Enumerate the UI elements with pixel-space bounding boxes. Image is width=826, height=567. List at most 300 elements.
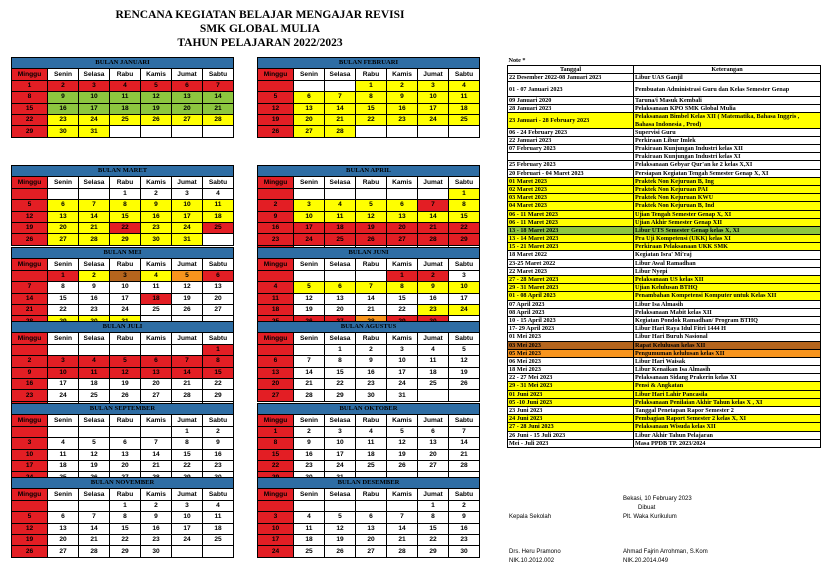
month-title: BULAN AGUSTUS	[258, 322, 480, 333]
note-date: 22 Desember 2022-08 Januari 2023	[508, 73, 634, 81]
calendar-day: 21	[79, 534, 110, 545]
calendar-day: 24	[258, 546, 294, 557]
calendar-day: 7	[356, 282, 387, 293]
calendar-day	[110, 126, 141, 137]
calendar-day: 19	[12, 534, 48, 545]
weekday-header: Selasa	[79, 69, 110, 80]
calendar-day	[203, 126, 234, 137]
calendar-day: 10	[172, 512, 203, 523]
calendar-day: 5	[356, 200, 387, 211]
calendar-day: 11	[356, 438, 387, 449]
calendar-day: 22	[325, 378, 356, 389]
note-row	[508, 128, 821, 136]
note-date: 02 Maret 2023	[508, 185, 634, 193]
calendar-day	[48, 188, 79, 199]
calendar-day: 5	[12, 200, 48, 211]
note-row	[508, 366, 821, 374]
calendar-day: 23	[48, 114, 79, 125]
calendar-day	[110, 344, 141, 355]
calendar-day: 6	[258, 356, 294, 367]
note-desc: Praktek Non Kejuruan PAI	[634, 185, 821, 193]
calendar-day	[294, 270, 325, 281]
weekday-header: Selasa	[325, 177, 356, 188]
calendar-day: 7	[449, 426, 480, 437]
calendar-day	[418, 126, 449, 137]
calendar-day: 14	[141, 449, 172, 460]
calendar-day: 19	[110, 378, 141, 389]
note-date: 06 - 24 February 2023	[508, 128, 634, 136]
calendar-day: 12	[294, 293, 325, 304]
calendar-day: 6	[294, 92, 325, 103]
weekday-header: Rabu	[110, 489, 141, 500]
calendar-day: 8	[12, 92, 48, 103]
calendar-day: 13	[141, 367, 172, 378]
calendar-feb	[257, 57, 480, 138]
calendar-day: 14	[79, 211, 110, 222]
calendar-day: 25	[356, 460, 387, 471]
calendar-day: 20	[294, 114, 325, 125]
calendar-day: 8	[172, 438, 203, 449]
calendar-day: 28	[203, 114, 234, 125]
calendar-day: 19	[172, 293, 203, 304]
calendar-day: 20	[203, 293, 234, 304]
calendar-day	[325, 270, 356, 281]
note-desc: Libur Hari Lahir Pancasila	[634, 390, 821, 398]
calendar-day: 28	[387, 546, 418, 557]
weekday-header: Kamis	[141, 69, 172, 80]
calendar-day: 13	[203, 282, 234, 293]
weekday-header: Kamis	[387, 69, 418, 80]
calendar-day: 26	[387, 460, 418, 471]
note-desc: Libur Hari Raya Idul Fitri 1444 H	[634, 325, 821, 333]
note-row	[508, 276, 821, 284]
calendar-day: 4	[110, 80, 141, 91]
calendar-day	[48, 344, 79, 355]
calendar-day	[449, 126, 480, 137]
calendar-day	[79, 500, 110, 511]
calendar-day	[12, 426, 48, 437]
note-desc: Persiapan Kegiatan Tengah Semester Genap X, XI	[634, 169, 821, 177]
calendar-day: 18	[48, 460, 79, 471]
calendar-day: 19	[387, 449, 418, 460]
calendar-day: 9	[418, 282, 449, 293]
month-title: BULAN MARET	[12, 166, 234, 177]
weekday-header: Minggu	[258, 259, 294, 270]
note-date: 06 Mei 2023	[508, 357, 634, 365]
weekday-header: Selasa	[79, 333, 110, 344]
calendar-apr	[257, 165, 480, 257]
calendar-day: 23	[418, 304, 449, 315]
calendar-day	[12, 188, 48, 199]
note-desc: Ujian Akhir Semester Genap XII	[634, 218, 821, 226]
calendar-day: 29	[325, 390, 356, 401]
weekday-header: Rabu	[356, 259, 387, 270]
calendar-day: 10	[449, 282, 480, 293]
note-date: 29 - 31 Maret 2023	[508, 284, 634, 292]
calendar-jan	[11, 57, 234, 138]
calendar-day: 19	[449, 367, 480, 378]
note-row	[508, 169, 821, 177]
calendar-day: 16	[387, 103, 418, 114]
calendar-day: 19	[294, 304, 325, 315]
calendar-day: 15	[110, 211, 141, 222]
note-desc: Libur Hari Waisak	[634, 357, 821, 365]
calendar-day: 26	[12, 234, 48, 245]
calendar-day: 26	[449, 378, 480, 389]
calendar-day: 19	[356, 222, 387, 233]
note-date: 28 Januari 2023	[508, 105, 634, 113]
calendar-day: 9	[141, 512, 172, 523]
calendar-day: 16	[258, 222, 294, 233]
calendar-day: 9	[203, 438, 234, 449]
calendar-day	[12, 270, 48, 281]
note-date: 01 Juni 2023	[508, 390, 634, 398]
weekday-header: Senin	[48, 177, 79, 188]
calendar-day: 23	[141, 534, 172, 545]
calendar-day: 28	[294, 390, 325, 401]
calendar-day	[172, 126, 203, 137]
note-desc: Pembuatan Administrasi Guru dan Kelas Semester Genap	[634, 82, 821, 97]
calendar-day: 12	[141, 92, 172, 103]
calendar-day: 30	[141, 546, 172, 557]
weekday-header: Kamis	[387, 259, 418, 270]
calendar-day: 15	[172, 449, 203, 460]
calendar-day: 28	[325, 126, 356, 137]
calendar-day: 20	[110, 460, 141, 471]
calendar-day	[79, 188, 110, 199]
note-desc: Kegiatan Pondok Ramadhan/ Program BTHQ	[634, 316, 821, 324]
calendar-day: 28	[172, 390, 203, 401]
weekday-header: Senin	[48, 415, 79, 426]
calendar-day: 28	[79, 234, 110, 245]
calendar-day: 3	[48, 356, 79, 367]
calendar-day: 14	[294, 367, 325, 378]
note-date: 06 - 11 Maret 2023	[508, 218, 634, 226]
calendar-day: 22	[387, 304, 418, 315]
weekday-header: Jumat	[172, 259, 203, 270]
month-title: BULAN OKTOBER	[258, 404, 480, 415]
weekday-header: Kamis	[141, 489, 172, 500]
weekday-header: Kamis	[387, 177, 418, 188]
calendar-day	[79, 426, 110, 437]
calendar-day: 29	[110, 234, 141, 245]
calendar-day: 2	[294, 426, 325, 437]
note-date: 06 - 11 Maret 2023	[508, 210, 634, 218]
calendar-day	[294, 80, 325, 91]
calendar-day: 18	[449, 103, 480, 114]
calendar-day: 7	[325, 92, 356, 103]
weekday-header: Sabtu	[203, 415, 234, 426]
note-date: 01 - 07 Januari 2023	[508, 82, 634, 97]
calendar-day: 23	[141, 222, 172, 233]
note-row	[508, 415, 821, 423]
calendar-day: 2	[203, 426, 234, 437]
calendar-day: 14	[12, 293, 48, 304]
note-date: 18 Maret 2022	[508, 251, 634, 259]
calendar-day: 10	[172, 200, 203, 211]
calendar-day: 16	[356, 367, 387, 378]
calendar-day: 22	[203, 378, 234, 389]
note-row	[508, 423, 821, 431]
calendar-day: 20	[356, 534, 387, 545]
calendar-day: 23	[258, 234, 294, 245]
note-date: 07 April 2023	[508, 300, 634, 308]
calendar-day: 24	[110, 304, 141, 315]
note-desc: Taruna/i Masuk Kembali	[634, 97, 821, 105]
calendar-day: 30	[141, 234, 172, 245]
calendar-day: 11	[418, 356, 449, 367]
calendar-day: 19	[325, 534, 356, 545]
calendar-day: 3	[12, 438, 48, 449]
calendar-day: 23	[294, 460, 325, 471]
calendar-day: 6	[203, 270, 234, 281]
note-desc: Perkiraan Pelaksanaan UKK SMK	[634, 243, 821, 251]
calendar-day: 11	[325, 211, 356, 222]
weekday-header: Sabtu	[449, 69, 480, 80]
note-row	[508, 398, 821, 406]
calendar-day: 27	[387, 234, 418, 245]
note-date: 01 - 08 April 2023	[508, 292, 634, 300]
weekday-header: Minggu	[12, 259, 48, 270]
calendar-day: 13	[48, 523, 79, 534]
weekday-header: Jumat	[418, 415, 449, 426]
calendar-day: 27	[258, 390, 294, 401]
note-desc: Ujian Kelulusan BTHQ	[634, 284, 821, 292]
title-line-2: SMK GLOBAL MULIA	[199, 23, 321, 35]
calendar-day: 3	[387, 344, 418, 355]
month-title: BULAN MEI	[12, 248, 234, 259]
calendar-day: 22	[12, 114, 48, 125]
month-title: BULAN NOVEMBER	[12, 478, 234, 489]
calendar-day: 26	[172, 304, 203, 315]
note-desc: Perkiraan Libur Imlek	[634, 136, 821, 144]
calendar-day: 23	[203, 460, 234, 471]
notes-col-desc: Keterangan	[634, 65, 821, 73]
note-date: 23-25 Maret 2022	[508, 259, 634, 267]
calendar-day: 15	[12, 103, 48, 114]
calendar-day: 12	[258, 103, 294, 114]
calendar-day: 2	[141, 500, 172, 511]
calendar-day: 12	[449, 356, 480, 367]
month-title: BULAN DESEMBER	[258, 478, 480, 489]
calendar-day: 8	[356, 92, 387, 103]
note-row	[508, 194, 821, 202]
calendar-day: 23	[449, 534, 480, 545]
notes-label: Note *	[508, 57, 526, 65]
calendar-day: 9	[141, 200, 172, 211]
calendar-day: 26	[12, 546, 48, 557]
weekday-header: Kamis	[141, 177, 172, 188]
calendar-day: 9	[294, 438, 325, 449]
calendar-day: 2	[258, 200, 294, 211]
calendar-day: 1	[203, 344, 234, 355]
calendar-day: 5	[79, 438, 110, 449]
calendar-day: 6	[110, 438, 141, 449]
note-desc: Pelaksanaan Penilaian Akhir Tahun kelas X , XI	[634, 398, 821, 406]
calendar-day	[356, 500, 387, 511]
note-desc: Kegiatan Isra' Mi'raj	[634, 251, 821, 259]
note-date: 05 -10 Juni 2023	[508, 398, 634, 406]
calendar-day: 19	[79, 460, 110, 471]
weekday-header: Senin	[48, 69, 79, 80]
note-row	[508, 292, 821, 300]
calendar-day: 11	[110, 92, 141, 103]
weekday-header: Sabtu	[203, 333, 234, 344]
calendar-day: 21	[12, 304, 48, 315]
calendar-day: 14	[325, 103, 356, 114]
note-desc: Pelaksanaan Mabit kelas XII	[634, 308, 821, 316]
calendar-day: 3	[258, 512, 294, 523]
calendar-day	[141, 126, 172, 137]
weekday-header: Jumat	[172, 69, 203, 80]
calendar-day: 5	[12, 512, 48, 523]
footer-waka-kurikulum: Plt. Waka Kurikulum	[623, 514, 677, 520]
note-desc: Libur Kenaikan Isa Almasih	[634, 366, 821, 374]
calendar-day: 15	[258, 449, 294, 460]
weekday-header: Kamis	[387, 333, 418, 344]
calendar-day: 17	[48, 378, 79, 389]
calendar-day: 17	[294, 222, 325, 233]
weekday-header: Senin	[48, 259, 79, 270]
calendar-day: 25	[203, 222, 234, 233]
calendar-day: 1	[172, 426, 203, 437]
calendar-nov	[11, 477, 234, 558]
calendar-day: 7	[418, 200, 449, 211]
note-desc: Pengumuman kelulusan kelas XII	[634, 349, 821, 357]
calendar-day: 21	[79, 222, 110, 233]
note-date: 26 Juni - 15 Juli 2023	[508, 431, 634, 439]
calendar-day: 15	[48, 293, 79, 304]
weekday-header: Sabtu	[203, 69, 234, 80]
calendar-day: 23	[79, 304, 110, 315]
calendar-day: 8	[48, 282, 79, 293]
note-desc: Praktek Non Kejuruan B, Ing	[634, 177, 821, 185]
note-row	[508, 251, 821, 259]
weekday-header: Senin	[294, 415, 325, 426]
calendar-day: 12	[356, 211, 387, 222]
calendar-day: 7	[79, 200, 110, 211]
calendar-day: 22	[110, 534, 141, 545]
note-row	[508, 235, 821, 243]
calendar-day	[294, 344, 325, 355]
calendar-day: 16	[141, 211, 172, 222]
weekday-header: Selasa	[325, 415, 356, 426]
calendar-day: 8	[258, 438, 294, 449]
calendar-day: 23	[12, 390, 48, 401]
note-date: 15 - 21 Maret 2023	[508, 243, 634, 251]
calendar-agu	[257, 321, 480, 402]
note-row	[508, 97, 821, 105]
note-row	[508, 341, 821, 349]
calendar-day: 6	[48, 200, 79, 211]
month-title: BULAN APRIL	[258, 166, 480, 177]
calendar-day	[258, 344, 294, 355]
calendar-day: 12	[12, 523, 48, 534]
calendar-day: 23	[356, 378, 387, 389]
weekday-header: Jumat	[172, 489, 203, 500]
note-date: 17- 29 April 2023	[508, 325, 634, 333]
note-row	[508, 177, 821, 185]
calendar-day: 6	[141, 356, 172, 367]
note-row	[508, 105, 821, 113]
calendar-day: 2	[387, 80, 418, 91]
weekday-header: Senin	[294, 259, 325, 270]
footer-nik-left: NIK.10.2012.002	[509, 558, 555, 564]
calendar-day: 13	[258, 367, 294, 378]
note-desc: Pelaksanaan Bimbel Kelas XII ( Matematika, Bahasa Inggris , Bahasa Indonesia , Prod)	[634, 113, 821, 128]
calendar-day: 22	[258, 460, 294, 471]
note-row	[508, 431, 821, 439]
calendar-day: 14	[79, 523, 110, 534]
weekday-header: Senin	[48, 489, 79, 500]
note-desc: Penambahan Kompetensi Komputer untuk Kelas XII	[634, 292, 821, 300]
weekday-header: Rabu	[356, 489, 387, 500]
calendar-day: 20	[418, 449, 449, 460]
note-desc: Prakiraan Kunjungan Industri kelas XI	[634, 153, 821, 161]
calendar-day: 17	[110, 293, 141, 304]
calendar-day: 1	[258, 426, 294, 437]
calendar-day: 5	[141, 80, 172, 91]
weekday-header: Sabtu	[203, 177, 234, 188]
calendar-day: 30	[48, 126, 79, 137]
note-row	[508, 136, 821, 144]
calendar-day: 7	[294, 356, 325, 367]
calendar-day: 27	[48, 234, 79, 245]
note-date: 07 February 2023	[508, 145, 634, 153]
calendar-day: 25	[418, 378, 449, 389]
calendar-day: 25	[294, 546, 325, 557]
title-line-3: TAHUN PELAJARAN 2022/2023	[177, 37, 343, 49]
calendar-day: 25	[449, 114, 480, 125]
weekday-header: Sabtu	[449, 489, 480, 500]
footer-place-date: Bekasi, 10 February 2023	[623, 496, 692, 502]
note-desc: Pelaksanaan Sidang Prakerin kelas XI	[634, 374, 821, 382]
calendar-day: 10	[79, 92, 110, 103]
note-date: 22 - 27 Mei 2023	[508, 374, 634, 382]
weekday-header: Sabtu	[203, 259, 234, 270]
calendar-day: 19	[258, 114, 294, 125]
calendar-day: 15	[387, 293, 418, 304]
calendar-day	[294, 188, 325, 199]
calendar-sep	[11, 403, 234, 484]
calendar-day: 20	[387, 222, 418, 233]
calendar-day: 18	[258, 304, 294, 315]
month-title: BULAN JANUARI	[12, 58, 234, 69]
notes-col-date: Tanggal	[508, 65, 634, 73]
note-desc: Ujian Tengah Semester Genap X, XI	[634, 210, 821, 218]
calendar-day: 7	[387, 512, 418, 523]
calendar-day: 17	[172, 211, 203, 222]
calendar-jun	[257, 247, 480, 328]
calendar-day: 1	[418, 500, 449, 511]
calendar-day: 18	[110, 103, 141, 114]
calendar-day: 6	[387, 200, 418, 211]
calendar-day: 2	[12, 356, 48, 367]
note-desc: Pelaksanaan KPO SMK Global Mulia	[634, 105, 821, 113]
calendar-day: 4	[449, 80, 480, 91]
calendar-day: 27	[141, 390, 172, 401]
calendar-day	[258, 270, 294, 281]
calendar-day: 20	[48, 534, 79, 545]
calendar-day: 11	[294, 523, 325, 534]
note-row	[508, 161, 821, 169]
note-row	[508, 185, 821, 193]
weekday-header: Kamis	[141, 415, 172, 426]
calendar-day: 18	[294, 534, 325, 545]
weekday-header: Selasa	[79, 489, 110, 500]
calendar-day: 21	[387, 534, 418, 545]
calendar-jul	[11, 321, 234, 413]
